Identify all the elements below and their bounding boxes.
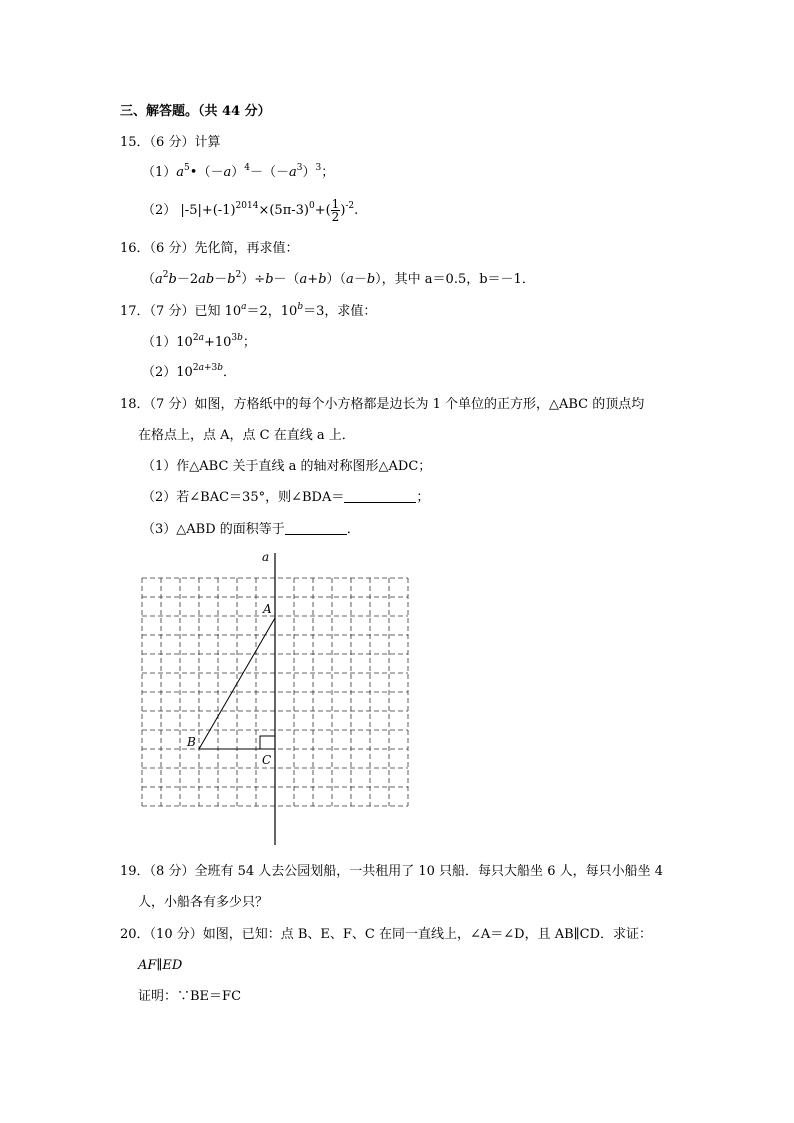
q15-part2-label: （2）: [142, 203, 177, 218]
q15-part2-term2: ×(5π-3): [258, 203, 309, 218]
q17-part2-label: （2）: [142, 365, 177, 380]
label-B: B: [187, 735, 196, 749]
q19-line2: 人，小船各有多少只？: [138, 895, 269, 910]
q18-line2: 在格点上，点 A，点 C 在直线 a 上．: [138, 428, 355, 443]
q15-part2-term1: |-5|+(-1): [180, 203, 236, 218]
label-A: A: [263, 602, 272, 616]
q17-part1: $(1)10^{2a}+10^{3b}$；: [142, 333, 256, 350]
q15-part2-end: .: [354, 203, 359, 218]
right-angle-mark: [260, 736, 275, 749]
q18-part2: [142, 489, 429, 507]
q17-part2-end: ．: [222, 365, 236, 380]
q19-line1: 19．（8 分）全班有 54 人去公园划船，一共租用了 10 只船．每只大船坐 6 人，每只小船坐 4: [120, 864, 663, 879]
q17-part1-end: ；: [242, 335, 256, 350]
q18-part3-end: ．: [346, 522, 360, 537]
q15-part2-exp1: 2014: [235, 201, 259, 211]
q17-stem-pre: 17．（7 分）已知 10: [120, 304, 242, 319]
q15-part2: [142, 198, 358, 223]
q20-line3: 证明：∵BE＝FC: [138, 989, 242, 1004]
q16-condition: ，其中 a＝0.5，b＝－1．: [381, 272, 535, 287]
answer-blank[interactable]: [285, 522, 347, 535]
q18-line1: 18．（7 分）如图，方格纸中的每个小方格都是边长为 1 个单位的正方形，△ABC 的顶点均: [120, 397, 645, 412]
q16-stem: 16．（6 分）先化简，再求值：: [120, 241, 299, 256]
q18-part2-end: ；: [416, 490, 430, 505]
q15-stem: 15．（6 分）计算: [120, 135, 221, 150]
q17-stem: 17．（7 分）已知 $10^a=2$，$10^b=3$，求值：: [120, 302, 377, 319]
q15-part2-fraction: [331, 198, 341, 223]
q15-part2-close: ): [340, 203, 346, 218]
label-C: C: [262, 753, 272, 767]
answer-blank[interactable]: [344, 490, 416, 503]
q20-line1: 20．（10 分）如图，已知：点 B、E、F、C 在同一直线上，∠A＝∠D，且 AB∥CD．求证：: [120, 927, 653, 942]
q17-stem-mid: ＝2，10: [246, 304, 298, 319]
q16-expression: $(a^2b-2ab-b^2)\div b-(a+b)(a-b)$，其中 a＝0.5，b＝－1．: [142, 270, 535, 287]
q15-part2-plus: +(: [314, 203, 331, 218]
q15-part1: $(1)a^5•(-a)^4-(-a^3)^3$；: [142, 163, 335, 180]
fraction-numerator: 1: [331, 197, 340, 211]
q17-stem-post: ＝3，求值：: [303, 304, 377, 319]
section-header: 三、解答题。（共 44 分）: [120, 104, 271, 119]
q15-part1-label: （1）: [142, 165, 177, 180]
label-a: a: [262, 550, 270, 564]
q18-part2-text: （2）若∠BAC＝35°，则∠BDA＝: [142, 490, 345, 505]
q18-part1: （1）作△ABC 关于直线 a 的轴对称图形△ADC；: [142, 459, 432, 474]
q18-part3: [142, 521, 360, 539]
q20-line2: AF∥ED: [138, 958, 183, 973]
fraction-denominator: 2: [331, 210, 340, 224]
q17-part2: $(2)10^{2a+3b}$．: [142, 363, 236, 380]
q15-part2-exp3: -2: [345, 201, 355, 211]
q18-part3-text: （3）△ABD 的面积等于: [142, 522, 285, 537]
q17-part1-label: （1）: [142, 335, 177, 350]
q15-part2-exp2: 0: [308, 201, 315, 211]
grid-figure: [130, 545, 430, 850]
